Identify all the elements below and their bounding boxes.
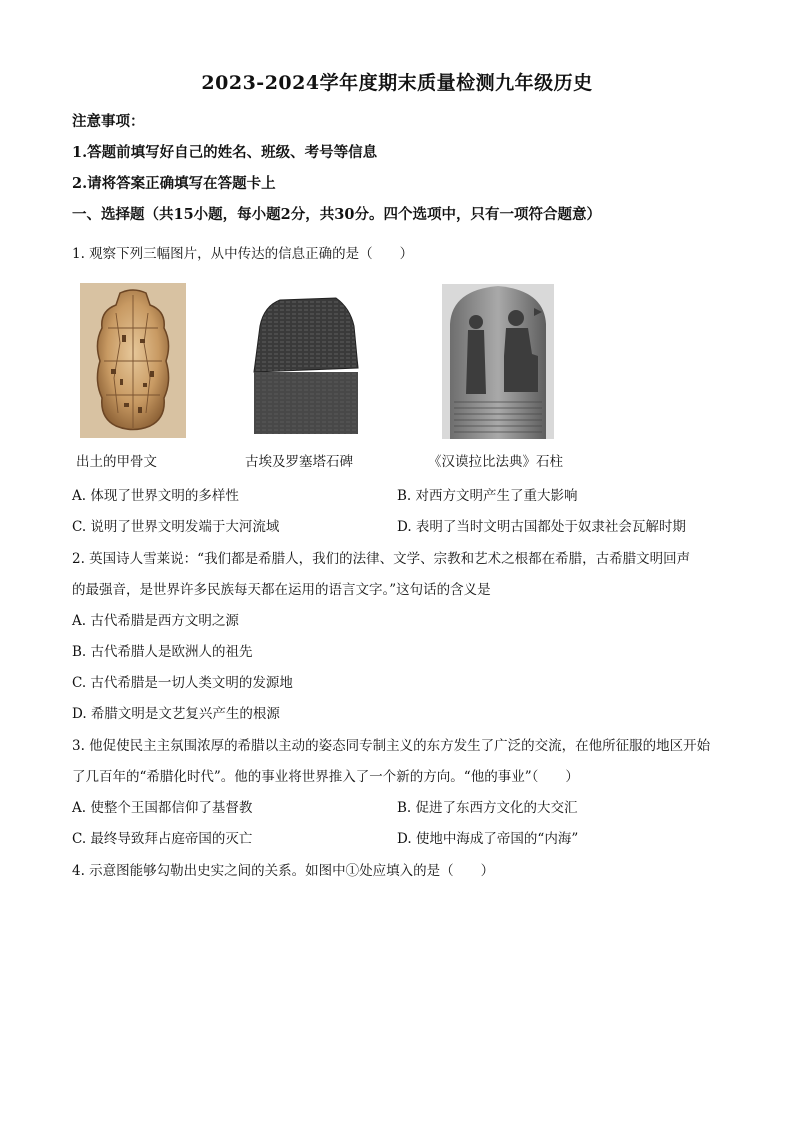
hammurabi-stele-image (442, 284, 554, 439)
q2-option-a: A. 古代希腊是西方文明之源 (72, 613, 239, 629)
q3-option-b: B. 促进了东西方文化的大交汇 (397, 800, 578, 816)
q1-option-c: C. 说明了世界文明发端于大河流域 (72, 519, 280, 535)
q2-option-c: C. 古代希腊是一切人类文明的发源地 (72, 675, 293, 691)
rosetta-stone-image (250, 296, 362, 436)
question-3-stem-line-2: 了几百年的“希腊化时代”。他的事业将世界推入了一个新的方向。“他的事业”（ ） (72, 769, 579, 785)
q2-option-d: D. 希腊文明是文艺复兴产生的根源 (72, 706, 280, 722)
q1-option-a: A. 体现了世界文明的多样性 (72, 488, 239, 504)
question-2-stem-line-2: 的最强音，是世界许多民族每天都在运用的语言文字。”这句话的含义是 (72, 582, 491, 598)
caption-oracle-bone: 出土的甲骨文 (76, 454, 157, 470)
page-title: 2023-2024学年度期末质量检测九年级历史 (201, 72, 593, 94)
notice-heading: 注意事项： (72, 113, 145, 130)
notice-item-2: 2.请将答案正确填写在答题卡上 (72, 175, 276, 192)
q3-option-c: C. 最终导致拜占庭帝国的灭亡 (72, 831, 253, 847)
section-heading: 一、选择题（共15小题，每小题2分，共30分。四个选项中，只有一项符合题意） (72, 206, 601, 223)
question-4-stem: 4. 示意图能够勾勒出史实之间的关系。如图中①处应填入的是（ ） (72, 863, 495, 879)
q1-option-d: D. 表明了当时文明古国都处于奴隶社会瓦解时期 (397, 519, 686, 535)
question-2-stem-line-1: 2. 英国诗人雪莱说：“我们都是希腊人，我们的法律、文学、宗教和艺术之根都在希腊，古希腊文明回声 (72, 551, 691, 567)
caption-rosetta-stone: 古埃及罗塞塔石碑 (245, 454, 353, 470)
q2-option-b: B. 古代希腊人是欧洲人的祖先 (72, 644, 253, 660)
question-1-stem: 1. 观察下列三幅图片，从中传达的信息正确的是（ ） (72, 246, 414, 262)
caption-hammurabi-stele: 《汉谟拉比法典》石柱 (428, 454, 563, 470)
question-3-stem-line-1: 3. 他促使民主主氛围浓厚的希腊以主动的姿态同专制主义的东方发生了广泛的交流，在他所征服的地区开始 (72, 738, 711, 754)
q3-option-d: D. 使地中海成了帝国的“内海” (397, 831, 579, 847)
q1-option-b: B. 对西方文明产生了重大影响 (397, 488, 578, 504)
notice-item-1: 1.答题前填写好自己的姓名、班级、考号等信息 (72, 144, 378, 161)
q3-option-a: A. 使整个王国都信仰了基督教 (72, 800, 253, 816)
oracle-bone-image (80, 283, 186, 438)
